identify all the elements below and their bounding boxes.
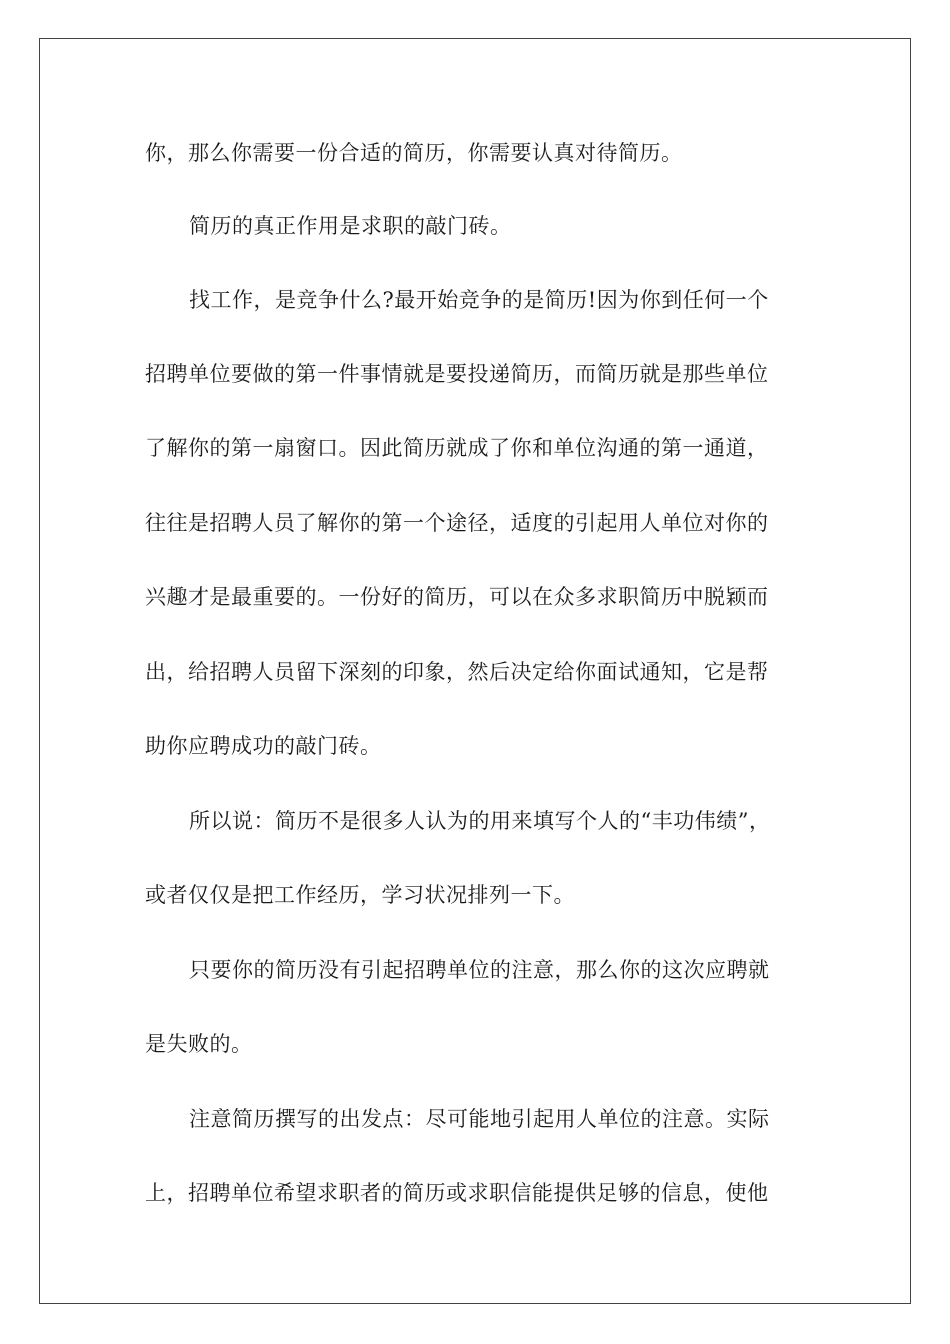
text-line: 或者仅仅是把工作经历，学习状况排列一下。 (145, 883, 575, 907)
text-line: 兴趣才是最重要的。一份好的简历，可以在众多求职简历中脱颖而 (145, 585, 769, 609)
text-line: 助你应聘成功的敲门砖。 (145, 734, 382, 758)
text-line: 上，招聘单位希望求职者的简历或求职信能提供足够的信息，使他 (145, 1181, 769, 1205)
text-line: 了解你的第一扇窗口。因此简历就成了你和单位沟通的第一通道， (145, 436, 769, 460)
text-line: 是失败的。 (145, 1032, 253, 1056)
text-line: 简历的真正作用是求职的敲门砖。 (189, 214, 512, 238)
text-line: 所以说：简历不是很多人认为的用来填写个人的“丰功伟绩”， (189, 809, 771, 833)
text-line: 找工作，是竞争什么?最开始竞争的是简历!因为你到任何一个 (189, 288, 769, 312)
text-line: 往往是招聘人员了解你的第一个途径，适度的引起用人单位对你的 (145, 511, 769, 535)
text-line: 招聘单位要做的第一件事情就是要投递简历，而简历就是那些单位 (145, 362, 769, 386)
text-line: 只要你的简历没有引起招聘单位的注意，那么你的这次应聘就 (189, 958, 770, 982)
text-line: 出，给招聘人员留下深刻的印象，然后决定给你面试通知，它是帮 (145, 660, 769, 684)
text-line: 注意简历撰写的出发点：尽可能地引起用人单位的注意。实际 (189, 1107, 770, 1131)
text-line: 你，那么你需要一份合适的简历，你需要认真对待简历。 (145, 141, 683, 165)
